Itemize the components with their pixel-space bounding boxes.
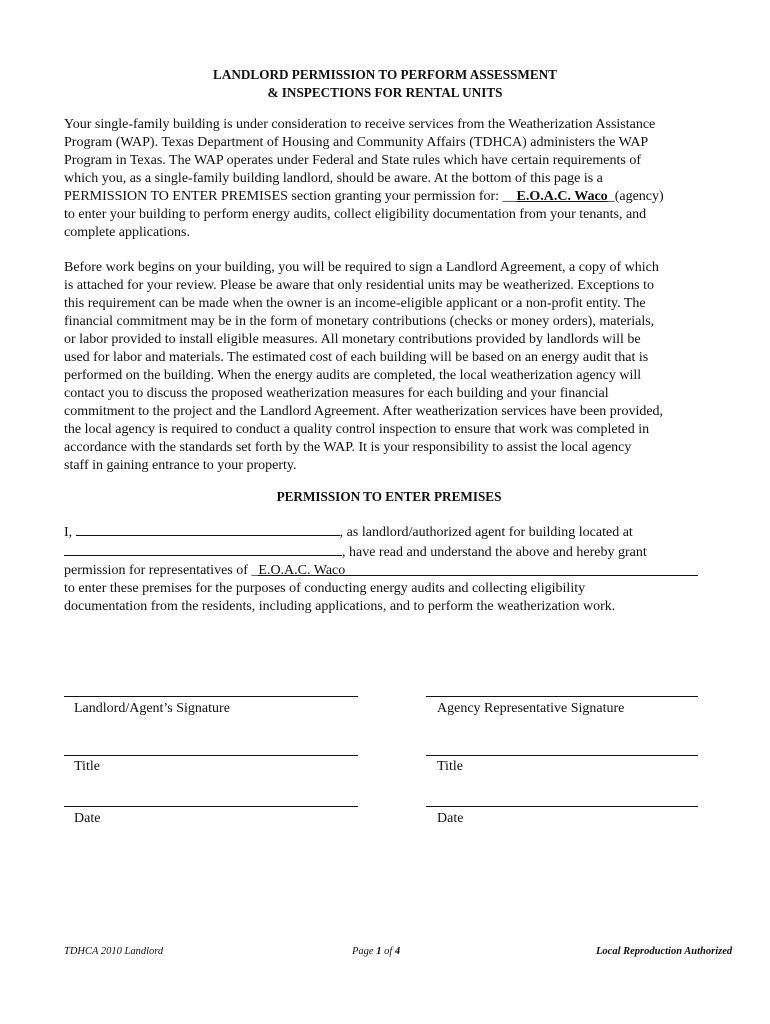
footer-of-word: of [384, 946, 393, 957]
permission-heading: PERMISSION TO ENTER PREMISES [276, 489, 502, 504]
body-line: this requirement can be made when the owner is an income-eligible applicant or a non-profit entity. The [64, 296, 646, 311]
body-line: commitment to the project and the Landlord Agreement. After weatherization services have been provided, [64, 404, 664, 419]
body-line: is attached for your review. Please be aware that only residential units may be weatherized. Exceptions to [64, 278, 654, 293]
agency-representative-field[interactable] [258, 562, 698, 576]
body-line: performed on the building. When the energy audits are completed, the local weatherization agency will [64, 368, 642, 383]
body-line: Before work begins on your building, you will be required to sign a Landlord Agreement, a copy of which [64, 260, 659, 275]
intro-line: to enter your building to perform energy audits, collect eligibility documentation from your tenants, and [64, 207, 647, 222]
intro-line-agency [64, 188, 714, 206]
landlord-date-line[interactable] [64, 806, 358, 807]
agency-name: E.O.A.C. Waco [516, 189, 608, 204]
body-line: the local agency is required to conduct a quality control inspection to ensure that work was completed in [64, 422, 650, 437]
landlord-signature-line[interactable] [64, 696, 358, 697]
permission-line [64, 522, 714, 542]
intro-line: complete applications. [64, 225, 190, 240]
body-line: or labor provided to install eligible measures. All monetary contributions provided by landlords will be [64, 332, 641, 347]
body-line: financial commitment may be in the form of monetary contributions (checks or money orders), materials, [64, 314, 655, 329]
permission-text: , have read and understand the above and hereby grant [342, 545, 647, 560]
intro-line: which you, as a single-family building landlord, should be aware. At the bottom of this page is a [64, 171, 603, 186]
agency-date-line[interactable] [426, 806, 698, 807]
footer-page-word: Page [352, 946, 374, 957]
landlord-date-label: Date [74, 811, 101, 826]
intro-line: Your single-family building is under consideration to receive services from the Weatherization Assistance [64, 117, 656, 132]
footer-page-total: 4 [394, 946, 401, 957]
body-line: used for labor and materials. The estimated cost of each building will be based on an energy audit that is [64, 350, 649, 365]
footer-form-id: TDHCA 2010 Landlord [64, 946, 164, 957]
agency-signature-line[interactable] [426, 696, 698, 697]
landlord-title-line[interactable] [64, 755, 358, 756]
intro-paragraph [64, 116, 714, 242]
building-address-field[interactable] [64, 542, 342, 556]
agency-date-label: Date [437, 811, 464, 826]
body-line: staff in gaining entrance to your property. [64, 458, 297, 473]
footer-reproduction-text: Local Reproduction Authorized [596, 946, 733, 957]
permission-line: to enter these premises for the purposes of conducting energy audits and collecting eligibility [64, 581, 586, 596]
body-line: contact you to discuss the proposed weatherization measures for each building and your financial [64, 386, 609, 401]
intro-text: PERMISSION TO ENTER PREMISES section granting your permission for: __ [64, 189, 517, 204]
permission-paragraph [64, 522, 714, 616]
document-title-line2: & INSPECTIONS FOR RENTAL UNITS [267, 85, 503, 100]
intro-line: Program (WAP). Texas Department of Housing and Community Affairs (TDHCA) administers the WAP [64, 135, 649, 150]
permission-text: I, [64, 525, 76, 540]
permission-text: permission for representatives of _ [64, 563, 259, 578]
footer-page-number [352, 945, 400, 959]
footer-page-current: 1 [376, 946, 382, 957]
landlord-title-label: Title [74, 759, 100, 774]
permission-agency-name: E.O.A.C. Waco [258, 563, 346, 578]
landlord-name-field[interactable] [76, 522, 340, 536]
agency-title-line[interactable] [426, 755, 698, 756]
permission-line-agency [64, 562, 714, 580]
agency-title-label: Title [437, 759, 463, 774]
permission-line [64, 542, 714, 562]
footer-reproduction-note [596, 945, 732, 959]
landlord-signature-label: Landlord/Agent’s Signature [74, 701, 230, 716]
body-paragraph [64, 259, 714, 475]
body-line: accordance with the standards set forth by the WAP. It is your responsibility to assist the local agency [64, 440, 632, 455]
agency-signature-label: Agency Representative Signature [437, 701, 625, 716]
intro-line: Program in Texas. The WAP operates under Federal and State rules which have certain requirements of [64, 153, 641, 168]
permission-line: documentation from the residents, including applications, and to perform the weatherization work. [64, 599, 616, 614]
document-title-line1: LANDLORD PERMISSION TO PERFORM ASSESSMENT [213, 67, 557, 82]
permission-text: , as landlord/authorized agent for building located at [339, 525, 633, 540]
intro-text: _(agency) [607, 189, 664, 204]
